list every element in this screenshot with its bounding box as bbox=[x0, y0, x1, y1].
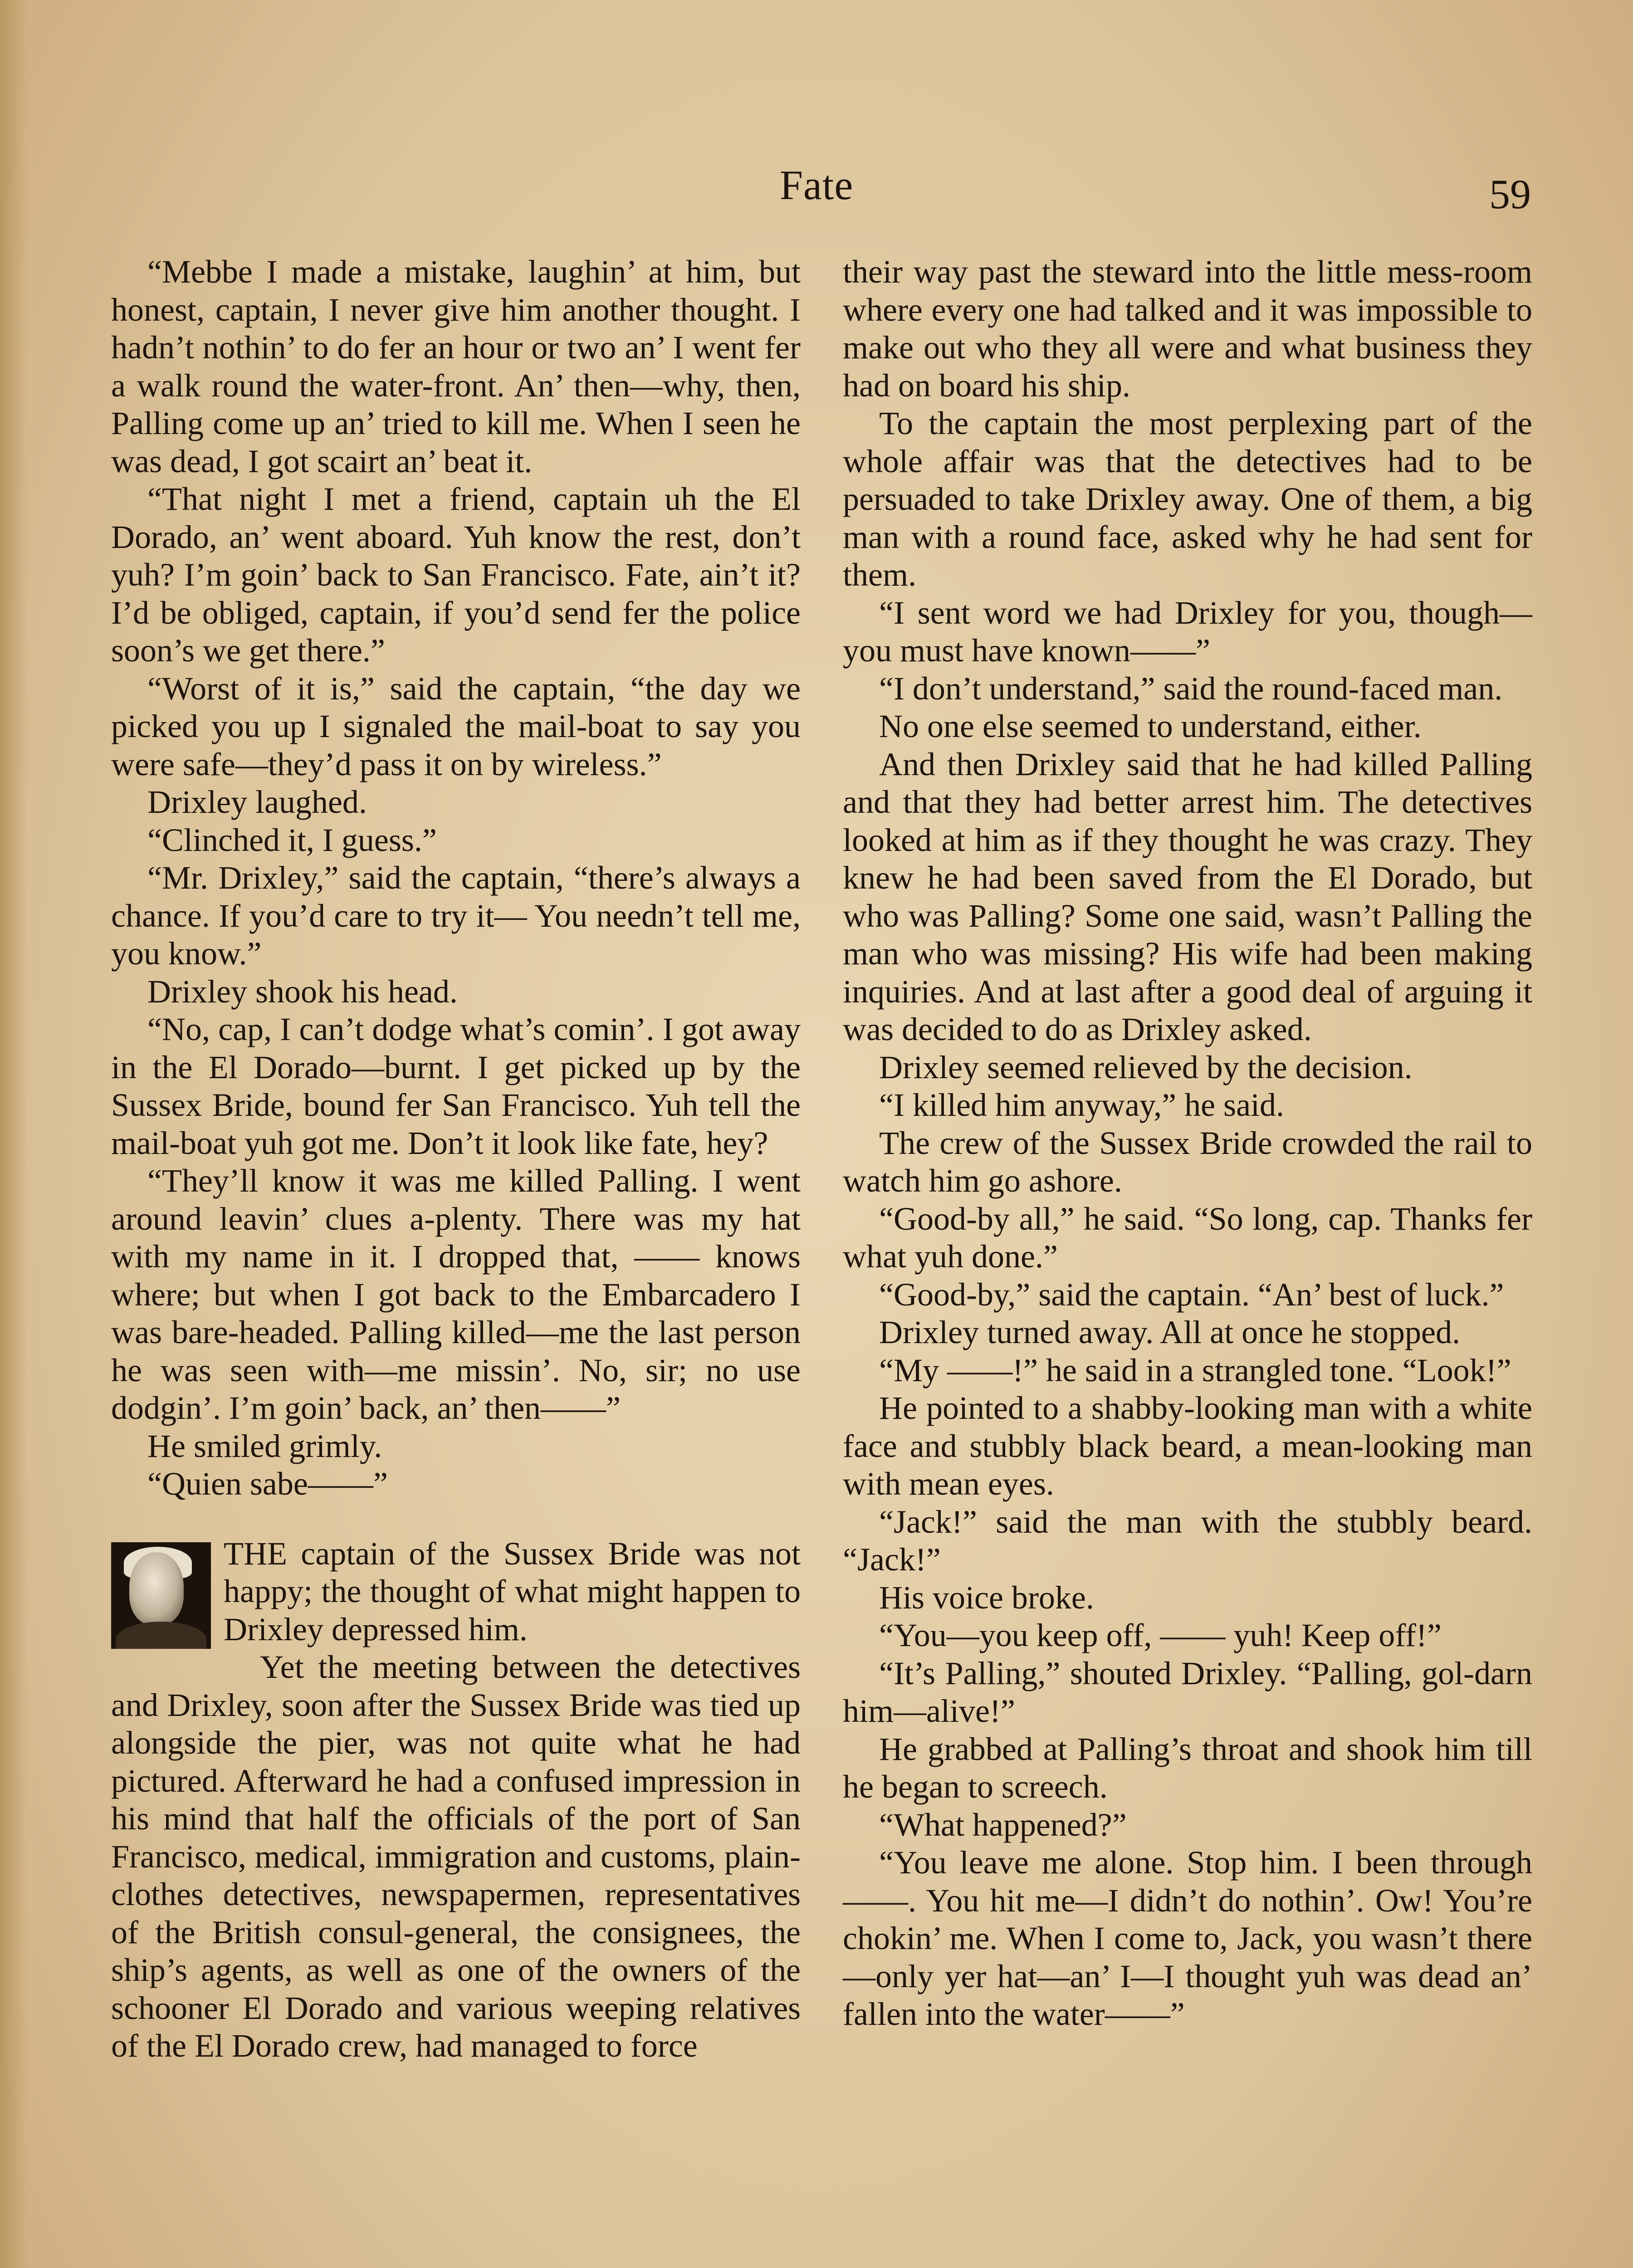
text-paragraph: “Clinched it, I guess.” bbox=[147, 821, 437, 858]
text-paragraph: “Good-by all,” he said. “So long, cap. Thanks fer what yuh done.” bbox=[843, 1200, 1532, 1275]
text-paragraph: “You leave me alone. Stop him. I been through ——. You hit me—I didn’t do nothin’. Ow! You’re chokin’ me. When I come to, Jack, you wasn’t there—only yer hat—an’ I—I thought yuh was dead an’ fallen into the water——” bbox=[843, 1844, 1532, 2032]
text-paragraph: “What happened?” bbox=[879, 1806, 1127, 1843]
text-paragraph: “Jack!” said the man with the stubbly beard. “Jack!” bbox=[843, 1503, 1532, 1578]
text-paragraph: Drixley shook his head. bbox=[147, 973, 458, 1010]
text-paragraph: He pointed to a shabby-looking man with a white face and stubbly black beard, a mean-looking man with mean eyes. bbox=[843, 1390, 1532, 1502]
text-paragraph: “That night I met a friend, captain uh the El Dorado, an’ went aboard. Yuh know the rest, don’t yuh? I’m goin’ back to San Francisco. Fate, ain’t it? I’d be obliged, captain, if you’d send fer the police soon’s we get there.” bbox=[111, 481, 801, 669]
text-paragraph: He smiled grimly. bbox=[147, 1427, 382, 1464]
running-head bbox=[0, 161, 1633, 220]
dropcap-paragraph-text: THE captain of the Sussex Bride was not happy; the thought of what might happen to Drixley depressed him. bbox=[224, 1535, 801, 1647]
left-text-column bbox=[111, 253, 801, 2065]
text-paragraph: “No, cap, I can’t dodge what’s comin’. I got away in the El Dorado—burnt. I get picked up by the Sussex Bride, bound fer San Francisco. Yuh tell the mail-boat yuh got me. Don’t it look like fate, hey? bbox=[111, 1011, 801, 1161]
text-paragraph: The crew of the Sussex Bride crowded the rail to watch him go ashore. bbox=[843, 1124, 1532, 1199]
text-paragraph: To the captain the most perplexing part of the whole affair was that the detectives had to be persuaded to take Drixley away. One of them, a big man with a round face, asked why he had sent for them. bbox=[843, 405, 1532, 593]
text-paragraph: “Mebbe I made a mistake, laughin’ at him, but honest, captain, I never give him another thought. I hadn’t nothin’ to do fer an hour or two an’ I went fer a walk round the water-front. An’ then—why, then, Palling come up an’ tried to kill me. When I seen he was dead, I got scairt an’ beat it. bbox=[111, 254, 801, 479]
text-paragraph: “You—you keep off, —— yuh! Keep off!” bbox=[879, 1617, 1442, 1653]
text-paragraph: His voice broke. bbox=[879, 1579, 1094, 1616]
text-paragraph: their way past the steward into the little mess-room where every one had talked and it was impossible to make out who they all were and what business they had on board his ship. bbox=[843, 254, 1532, 404]
text-paragraph: “Mr. Drixley,” said the captain, “there’s always a chance. If you’d care to try it— You needn’t tell me, you know.” bbox=[111, 860, 801, 972]
text-paragraph: And then Drixley said that he had killed Palling and that they had better arrest him. The detectives looked at him as if they thought he was crazy. They knew he had been saved from the El Dorado, but who was Palling? Some one said, wasn’t Palling the man who was missing? His wife had been making inquiries. And at last after a good deal of arguing it was decided to do as Drixley asked. bbox=[843, 746, 1532, 1047]
text-paragraph: Drixley turned away. All at once he stopped. bbox=[879, 1314, 1460, 1350]
text-paragraph: “I sent word we had Drixley for you, though—you must have known——” bbox=[843, 594, 1532, 669]
text-paragraph: “Worst of it is,” said the captain, “the day we picked you up I signaled the mail-boat to say you were safe—they’d pass it on by wireless.” bbox=[111, 670, 801, 782]
text-paragraph: “Good-by,” said the captain. “An’ best of luck.” bbox=[879, 1276, 1504, 1313]
dropcap-portrait-icon bbox=[111, 1542, 211, 1649]
text-paragraph: “They’ll know it was me killed Palling. I went around leavin’ clues a-plenty. There was my hat with my name in it. I dropped that, —— knows where; but when I got back to the Embarcadero I was bare-headed. Palling killed—me the last person he was seen with—me missin’. No, sir; no use dodgin’. I’m goin’ back, an’ then——” bbox=[111, 1163, 801, 1426]
text-paragraph: “Quien sabe——” bbox=[147, 1466, 388, 1502]
text-paragraph: “It’s Palling,” shouted Drixley. “Palling, gol-darn him—alive!” bbox=[843, 1655, 1532, 1729]
text-paragraph bbox=[111, 1535, 801, 1649]
running-title: Fate bbox=[779, 162, 854, 208]
text-paragraph: He grabbed at Palling’s throat and shook him till he began to screech. bbox=[843, 1730, 1532, 1805]
text-paragraph: Yet the meeting between the detectives and Drixley, soon after the Sussex Bride was tied up alongside the pier, was not quite what he had pictured. Afterward he had a confused impression in his mind that half the officials of the port of San Francisco, medical, immigration and customs, plain-clothes detectives, newspapermen, representatives of the British consul-general, the consignees, the ship’s agents, as well as one of the owners of the schooner El Dorado and various weeping relatives of the El Dorado crew, had managed to force bbox=[111, 1649, 801, 2064]
text-paragraph: Drixley laughed. bbox=[147, 784, 367, 820]
right-text-column bbox=[843, 253, 1532, 2033]
text-paragraph: “I killed him anyway,” he said. bbox=[879, 1087, 1285, 1123]
text-paragraph: “My ——!” he said in a strangled tone. “Look!” bbox=[879, 1352, 1511, 1388]
text-paragraph: No one else seemed to understand, either. bbox=[879, 708, 1422, 744]
page-number: 59 bbox=[1489, 171, 1531, 217]
text-paragraph: “I don’t understand,” said the round-faced man. bbox=[879, 670, 1503, 707]
page-edge-shadow bbox=[0, 0, 27, 2268]
text-paragraph: Drixley seemed relieved by the decision. bbox=[879, 1049, 1413, 1085]
